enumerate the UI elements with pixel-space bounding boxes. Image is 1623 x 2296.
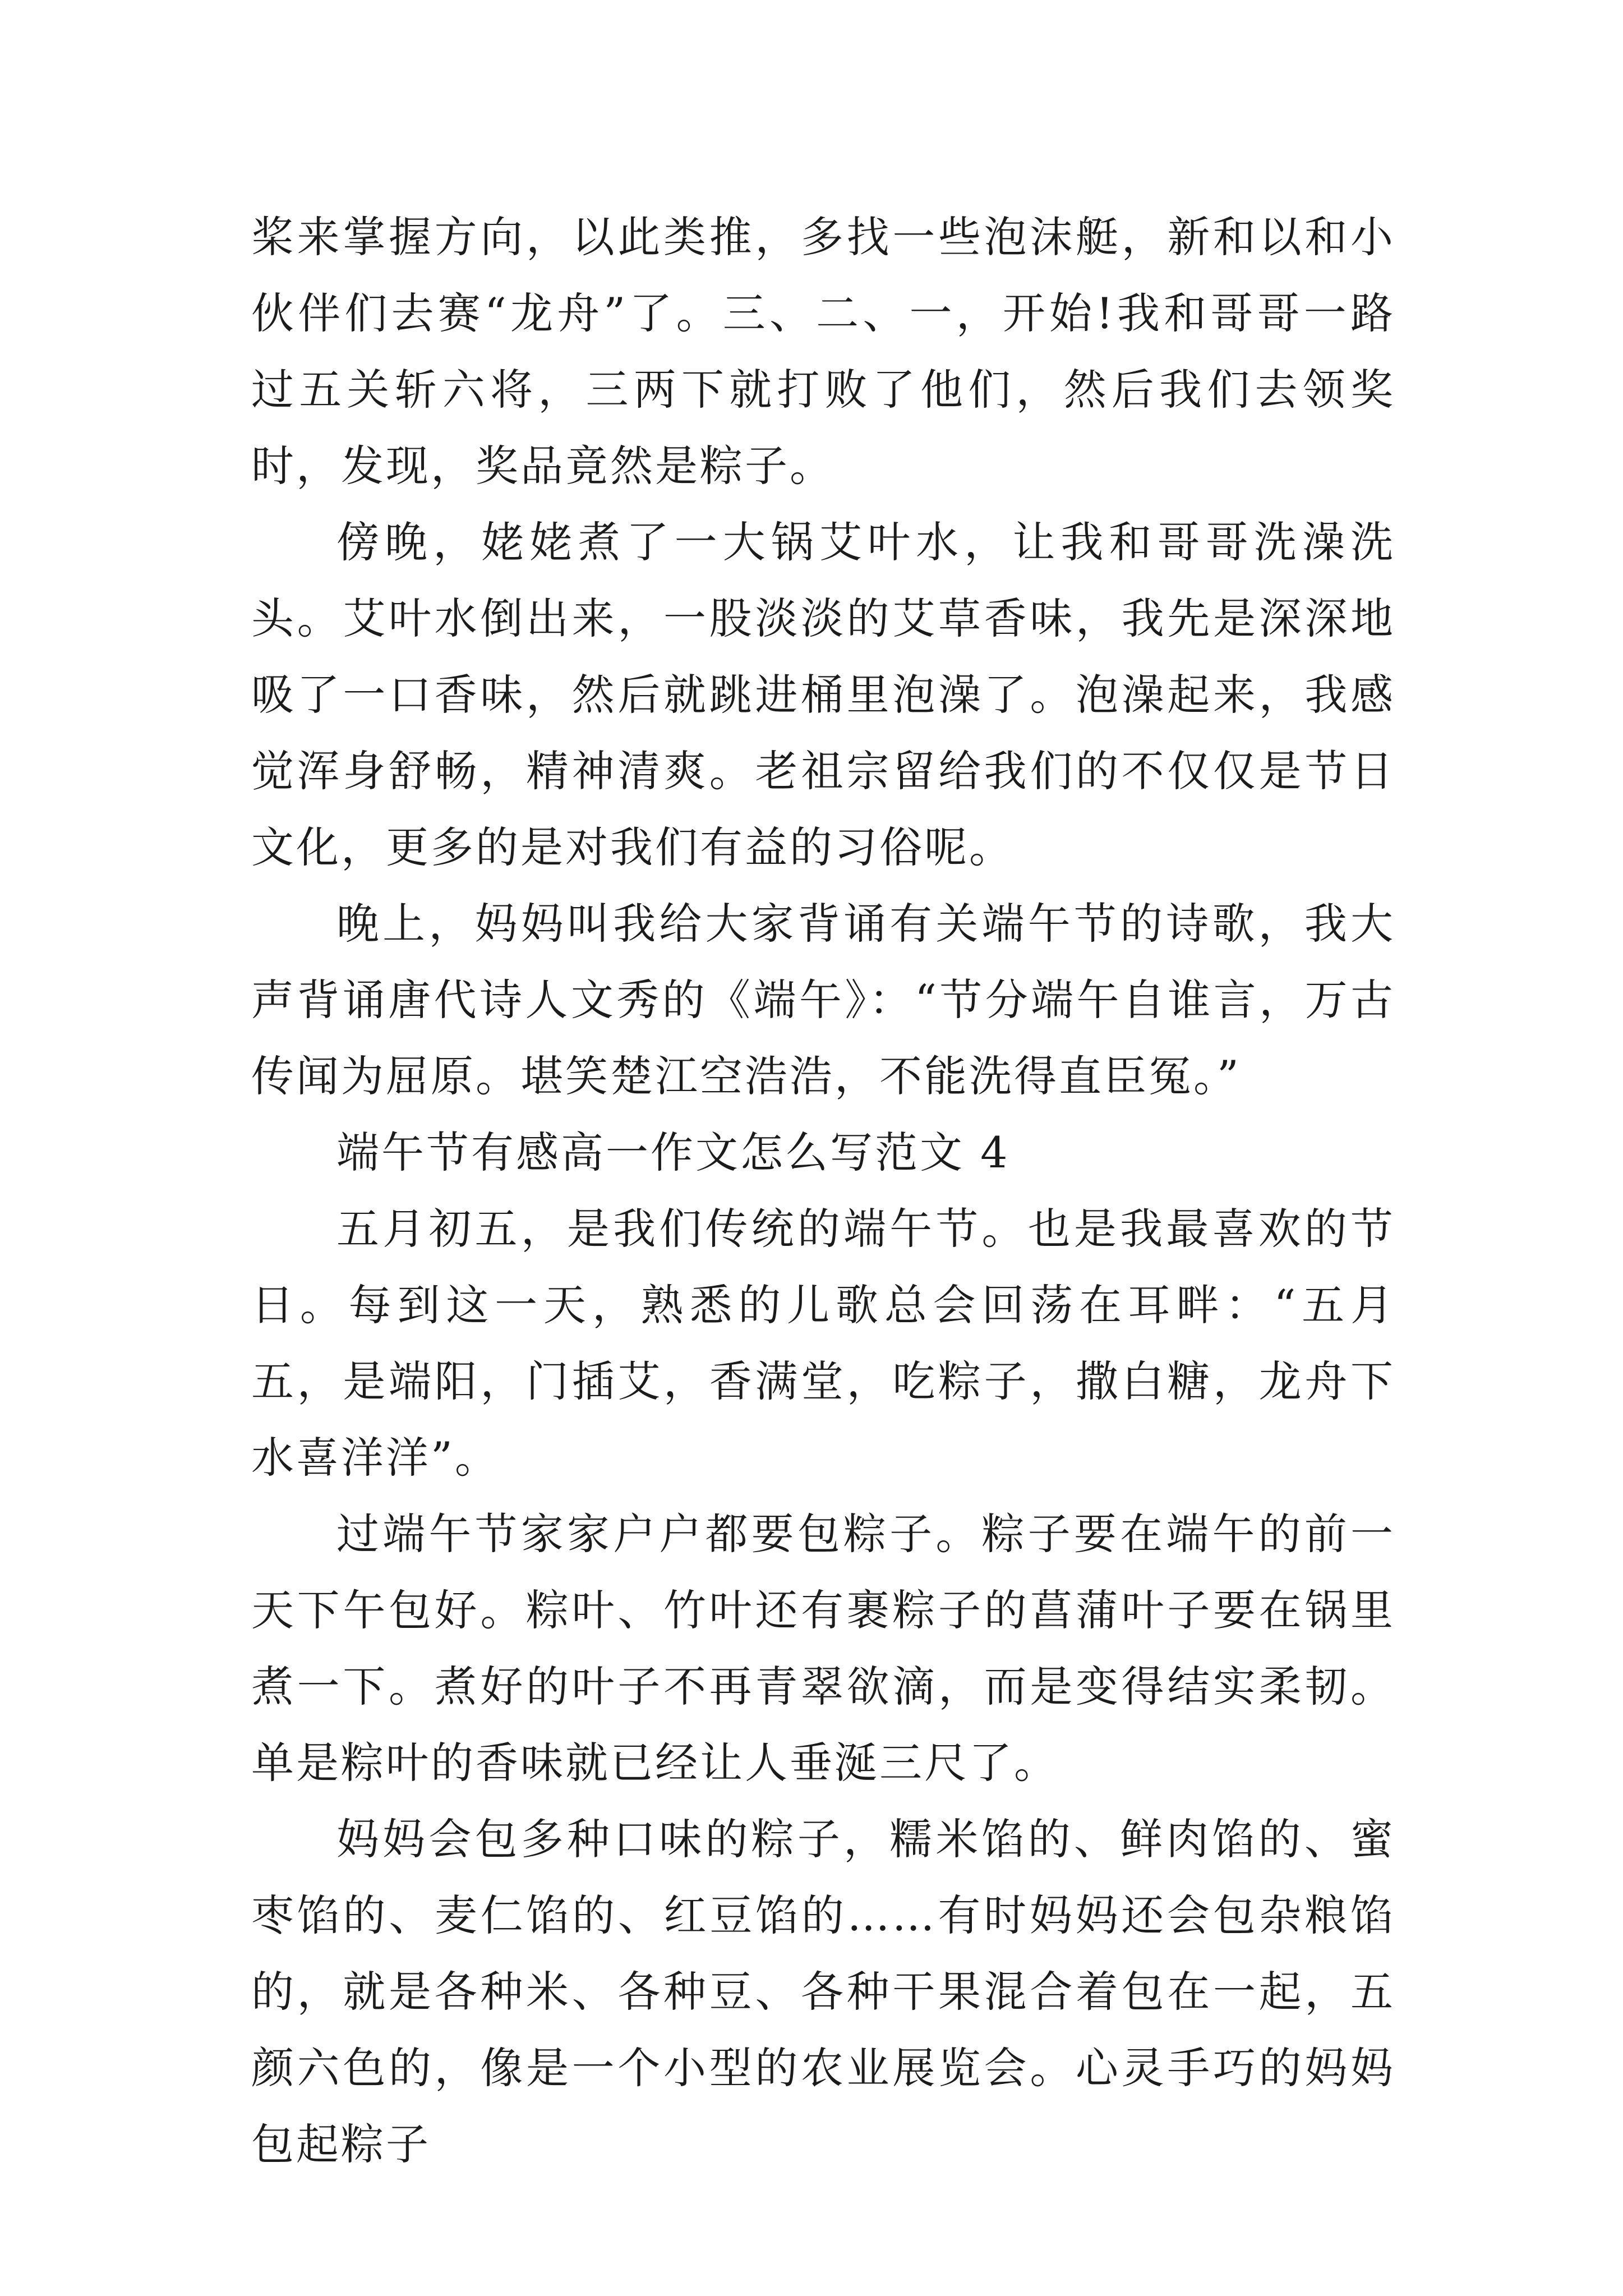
paragraph-dragon-boat-race: 桨来掌握方向，以此类推，多找一些泡沫艇，新和以和小伙伴们去赛“龙舟”了。三、二、一，开始!我和哥哥一路过五关斩六将，三两下就打败了他们，然后我们去领奖时，发现，奖品竟然是粽子。 [251, 212, 1395, 491]
paragraph-zongzi-flavors: 妈妈会包多种口味的粽子，糯米馅的、鲜肉馅的、蜜枣馅的、麦仁馅的、红豆馅的……有时妈妈还会包杂粮馅的，就是各种米、各种豆、各种干果混合着包在一起，五颜六色的，像是一个小型的农业展览会。心灵手巧的妈妈包起粽子 [251, 1814, 1395, 2169]
essay-title-4: 端午节有感高一作文怎么写范文 4 [336, 1128, 1010, 1177]
paragraph-mugwort-bath: 傍晚，姥姥煮了一大锅艾叶水，让我和哥哥洗澡洗头。艾叶水倒出来，一股淡淡的艾草香味，我先是深深地吸了一口香味，然后就跳进桶里泡澡了。泡澡起来，我感觉浑身舒畅，精神清爽。老祖宗留给我们的不仅仅是节日文化，更多的是对我们有益的习俗呢。 [251, 517, 1395, 872]
paragraph-poem-recital: 晚上，妈妈叫我给大家背诵有关端午节的诗歌，我大声背诵唐代诗人文秀的《端午》：“节分端午自谁言，万古传闻为屈原。堪笑楚江空浩浩，不能洗得直臣冤。” [251, 899, 1395, 1101]
paragraph-making-zongzi: 过端午节家家户户都要包粽子。粽子要在端午的前一天下午包好。粽叶、竹叶还有裹粽子的菖蒲叶子要在锅里煮一下。煮好的叶子不再青翠欲滴，而是变得结实柔韧。单是粽叶的香味就已经让人垂涎三尺了。 [251, 1509, 1395, 1788]
article-body [251, 199, 1395, 2183]
paragraph-festival-intro: 五月初五，是我们传统的端午节。也是我最喜欢的节日。每到这一天，熟悉的儿歌总会回荡在耳畔：“五月五，是端阳，门插艾，香满堂，吃粽子，撒白糖，龙舟下水喜洋洋”。 [251, 1204, 1395, 1483]
